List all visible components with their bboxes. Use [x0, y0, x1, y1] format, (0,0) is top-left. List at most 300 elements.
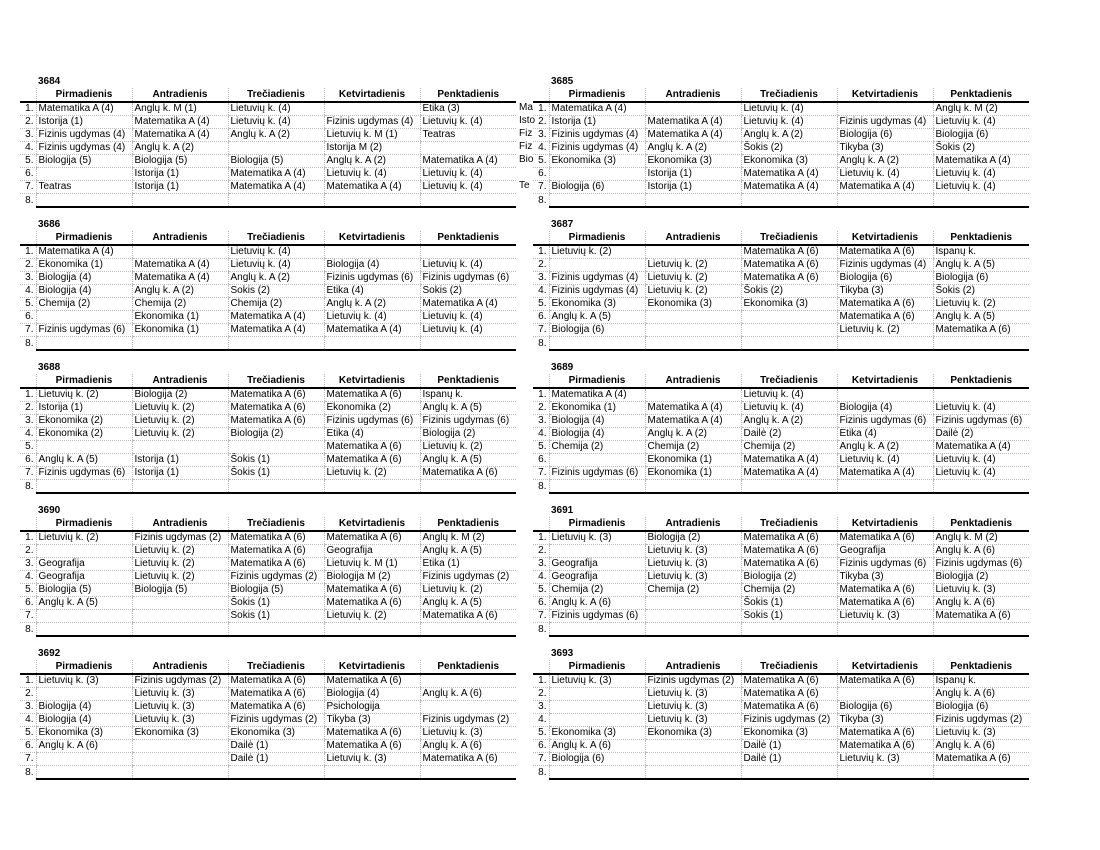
lesson-cell	[837, 623, 933, 637]
day-header: Trečiadienis	[741, 660, 837, 674]
lesson-cell	[132, 623, 228, 637]
lesson-row	[20, 102, 516, 116]
lesson-cell: Etika (4)	[837, 428, 933, 441]
lesson-cell: Lietuvių k. (2)	[420, 584, 516, 597]
lesson-cell: Fizinis ugdymas (6)	[933, 558, 1029, 571]
lesson-row	[20, 740, 516, 753]
lesson-cell: Matematika A (4)	[132, 272, 228, 285]
lesson-cell: Lietuvių k. (3)	[645, 688, 741, 701]
lesson-cell: Lietuvių k. (2)	[36, 388, 132, 402]
lesson-cell	[741, 480, 837, 494]
lesson-cell: Lietuvių k. (2)	[645, 272, 741, 285]
lesson-cell: Biologija (5)	[132, 584, 228, 597]
lesson-row	[533, 441, 1029, 454]
lesson-cell: Matematika A (4)	[420, 298, 516, 311]
lesson-cell: Lietuvių k. (3)	[933, 727, 1029, 740]
lesson-cell: Matematika A (6)	[324, 674, 420, 688]
day-header: Pirmadienis	[549, 374, 645, 388]
lesson-cell: Ekonomika (1)	[549, 402, 645, 415]
lesson-number: 6.	[20, 454, 36, 467]
lesson-number: 3.	[20, 415, 36, 428]
lesson-cell: Biologija (6)	[549, 181, 645, 194]
lesson-cell: Ekonomika (3)	[741, 298, 837, 311]
lesson-number: 2.	[20, 688, 36, 701]
lesson-number: 1.	[533, 531, 549, 545]
lesson-number: 5.	[20, 441, 36, 454]
lesson-cell: Fizinis ugdymas (6)	[36, 324, 132, 337]
lesson-cell: Lietuvių k. (4)	[933, 116, 1029, 129]
lesson-cell	[132, 245, 228, 259]
lesson-cell: Matematika A (4)	[132, 129, 228, 142]
lesson-row	[533, 194, 1029, 208]
lesson-cell: Anglų k. A (2)	[645, 428, 741, 441]
lesson-number: 7.	[533, 610, 549, 623]
lesson-number: 3.	[533, 272, 549, 285]
lesson-cell: Istorija (1)	[645, 168, 741, 181]
lesson-cell	[645, 480, 741, 494]
lesson-cell	[837, 766, 933, 780]
lesson-cell: Lietuvių k. (2)	[420, 441, 516, 454]
lesson-cell: Biologija (2)	[933, 571, 1029, 584]
lesson-cell: Anglų k. A (2)	[645, 142, 741, 155]
lesson-cell	[549, 623, 645, 637]
lesson-number: 3.	[20, 272, 36, 285]
lesson-cell: Matematika A (6)	[228, 531, 324, 545]
lesson-cell: Lietuvių k. (3)	[933, 584, 1029, 597]
lesson-cell: Anglų k. A (2)	[741, 129, 837, 142]
lesson-cell	[933, 194, 1029, 208]
lesson-cell	[324, 480, 420, 494]
lesson-cell: Fizinis ugdymas (6)	[324, 415, 420, 428]
lesson-cell: Lietuvių k. (3)	[132, 688, 228, 701]
lesson-cell: Lietuvių k. (3)	[420, 727, 516, 740]
class-id: 3690	[38, 505, 61, 516]
lesson-number: 7.	[20, 610, 36, 623]
day-header: Ketvirtadienis	[837, 517, 933, 531]
lesson-cell	[36, 688, 132, 701]
lesson-cell: Lietuvių k. (4)	[741, 102, 837, 116]
lesson-number: 1.	[20, 245, 36, 259]
lesson-cell: Biologija (5)	[36, 155, 132, 168]
lesson-cell: Matematika A (6)	[741, 545, 837, 558]
lesson-cell: Anglų k. A (2)	[741, 415, 837, 428]
lesson-cell: Lietuvių k. (4)	[741, 388, 837, 402]
lesson-cell	[420, 194, 516, 208]
lesson-cell: Biologija (2)	[228, 428, 324, 441]
lesson-cell: Matematika A (4)	[549, 102, 645, 116]
lesson-row	[533, 454, 1029, 467]
overflow-text-fragment: Te	[519, 180, 530, 191]
lesson-row	[20, 766, 516, 780]
lesson-cell: Anglų k. A (5)	[420, 454, 516, 467]
lesson-row	[20, 194, 516, 208]
lesson-number: 7.	[533, 753, 549, 766]
lesson-cell	[324, 766, 420, 780]
lesson-number-header	[533, 660, 549, 674]
lesson-cell	[645, 753, 741, 766]
lesson-cell	[741, 766, 837, 780]
lesson-number: 6.	[533, 168, 549, 181]
day-header: Antradienis	[645, 231, 741, 245]
lesson-cell: Anglų k. A (2)	[837, 441, 933, 454]
lesson-cell	[645, 194, 741, 208]
lesson-cell: Matematika A (4)	[36, 245, 132, 259]
day-header: Antradienis	[132, 660, 228, 674]
lesson-cell: Dailė (1)	[228, 753, 324, 766]
lesson-row	[20, 298, 516, 311]
lesson-cell	[645, 766, 741, 780]
day-header: Pirmadienis	[549, 660, 645, 674]
timetable-grid	[20, 231, 516, 351]
lesson-cell	[36, 311, 132, 324]
class-id: 3684	[38, 76, 61, 87]
lesson-number: 3.	[533, 129, 549, 142]
lesson-cell: Matematika A (6)	[837, 311, 933, 324]
lesson-cell: Matematika A (6)	[324, 388, 420, 402]
lesson-cell	[36, 753, 132, 766]
lesson-cell: Etika (4)	[324, 428, 420, 441]
lesson-row	[533, 571, 1029, 584]
lesson-row	[20, 584, 516, 597]
lesson-cell	[645, 102, 741, 116]
class-id: 3689	[551, 362, 574, 373]
lesson-cell: Anglų k. A (2)	[132, 285, 228, 298]
lesson-row	[20, 388, 516, 402]
lesson-cell: Lietuvių k. (4)	[324, 168, 420, 181]
lesson-row	[20, 259, 516, 272]
lesson-row	[533, 116, 1029, 129]
lesson-number: 7.	[20, 753, 36, 766]
lesson-number: 7.	[20, 181, 36, 194]
lesson-number: 7.	[533, 181, 549, 194]
lesson-cell	[36, 610, 132, 623]
lesson-cell: Matematika A (6)	[741, 531, 837, 545]
lesson-cell	[837, 102, 933, 116]
lesson-cell: Lietuvių k. (3)	[837, 610, 933, 623]
lesson-row	[533, 155, 1029, 168]
day-header: Trečiadienis	[741, 88, 837, 102]
lesson-cell: Lietuvių k. (4)	[228, 245, 324, 259]
header-row	[533, 660, 1029, 674]
lesson-cell: Istorija (1)	[132, 168, 228, 181]
lesson-cell: Matematika A (6)	[741, 701, 837, 714]
lesson-number: 6.	[533, 740, 549, 753]
day-header: Antradienis	[132, 517, 228, 531]
lesson-cell: Fizinis ugdymas (2)	[933, 714, 1029, 727]
lesson-cell: Matematika A (6)	[324, 584, 420, 597]
day-header: Trečiadienis	[228, 88, 324, 102]
lesson-cell: Lietuvių k. (4)	[933, 467, 1029, 480]
lesson-cell: Matematika A (4)	[933, 441, 1029, 454]
lesson-cell: Lietuvių k. (2)	[132, 402, 228, 415]
class-id: 3685	[551, 76, 574, 87]
day-header: Pirmadienis	[549, 517, 645, 531]
day-header: Antradienis	[645, 660, 741, 674]
lesson-number: 7.	[20, 324, 36, 337]
day-header: Pirmadienis	[36, 88, 132, 102]
lesson-cell	[36, 194, 132, 208]
lesson-cell: Lietuvių k. (2)	[132, 415, 228, 428]
lesson-cell: Šokis (1)	[228, 597, 324, 610]
lesson-cell: Ekonomika (1)	[645, 454, 741, 467]
lesson-cell: Chemija (2)	[741, 584, 837, 597]
lesson-cell	[228, 766, 324, 780]
lesson-cell: Anglų k. A (6)	[420, 740, 516, 753]
lesson-cell: Istorija (1)	[132, 454, 228, 467]
lesson-cell: Fizinis ugdymas (2)	[420, 714, 516, 727]
lesson-number: 2.	[20, 545, 36, 558]
lesson-number: 3.	[20, 701, 36, 714]
lesson-row	[20, 701, 516, 714]
lesson-cell: Matematika A (6)	[837, 245, 933, 259]
lesson-cell: Ekonomika (3)	[645, 155, 741, 168]
lesson-cell: Geografija	[549, 558, 645, 571]
lesson-cell: Anglų k. A (6)	[36, 740, 132, 753]
lesson-cell: Matematika A (4)	[645, 415, 741, 428]
day-header: Antradienis	[645, 374, 741, 388]
lesson-row	[20, 402, 516, 415]
lesson-cell: Anglų k. A (5)	[420, 402, 516, 415]
lesson-cell: Tikyba (3)	[837, 571, 933, 584]
class-id: 3686	[38, 219, 61, 230]
lesson-cell: Teatras	[420, 129, 516, 142]
day-header: Penktadienis	[420, 374, 516, 388]
day-header: Pirmadienis	[36, 231, 132, 245]
timetable-grid	[533, 231, 1029, 351]
lesson-cell: Anglų k. M (2)	[933, 102, 1029, 116]
lesson-number: 5.	[533, 584, 549, 597]
lesson-cell: Ekonomika (2)	[36, 415, 132, 428]
lesson-cell: Matematika A (6)	[837, 584, 933, 597]
lesson-cell: Matematika A (6)	[324, 727, 420, 740]
day-header: Penktadienis	[420, 88, 516, 102]
lesson-cell	[933, 766, 1029, 780]
lesson-number: 1.	[533, 388, 549, 402]
lesson-row	[20, 129, 516, 142]
lesson-cell: Biologija (6)	[933, 701, 1029, 714]
lesson-row	[20, 245, 516, 259]
lesson-row	[533, 311, 1029, 324]
lesson-cell: Anglų k. A (2)	[228, 272, 324, 285]
lesson-cell: Matematika A (6)	[324, 597, 420, 610]
lesson-cell: Fizinis ugdymas (6)	[420, 415, 516, 428]
timetable-grid	[533, 660, 1029, 780]
lesson-cell: Lietuvių k. (2)	[324, 610, 420, 623]
day-header: Antradienis	[132, 374, 228, 388]
lesson-cell: Matematika A (6)	[228, 558, 324, 571]
lesson-cell: Fizinis ugdymas (2)	[228, 571, 324, 584]
lesson-cell: Chemija (2)	[741, 441, 837, 454]
lesson-cell: Anglų k. A (5)	[933, 311, 1029, 324]
lesson-row	[20, 558, 516, 571]
lesson-cell: Lietuvių k. (4)	[837, 168, 933, 181]
day-header: Ketvirtadienis	[324, 660, 420, 674]
lesson-cell	[228, 194, 324, 208]
header-row	[20, 517, 516, 531]
lesson-cell: Matematika A (6)	[228, 545, 324, 558]
lesson-cell: Lietuvių k. (3)	[645, 701, 741, 714]
lesson-cell	[549, 337, 645, 351]
lesson-cell: Anglų k. A (6)	[933, 688, 1029, 701]
lesson-cell: Biologija (4)	[549, 428, 645, 441]
lesson-cell: Lietuvių k. (4)	[228, 116, 324, 129]
lesson-cell	[549, 714, 645, 727]
lesson-cell: Matematika A (4)	[36, 102, 132, 116]
lesson-number: 4.	[20, 571, 36, 584]
lesson-cell: Istorija (1)	[132, 467, 228, 480]
lesson-row	[20, 688, 516, 701]
lesson-cell	[324, 337, 420, 351]
lesson-number: 6.	[20, 740, 36, 753]
lesson-cell: Biologija (5)	[36, 584, 132, 597]
lesson-row	[533, 259, 1029, 272]
lesson-row	[533, 428, 1029, 441]
lesson-number: 2.	[20, 259, 36, 272]
lesson-cell: Tikyba (3)	[837, 142, 933, 155]
lesson-number: 7.	[533, 324, 549, 337]
lesson-cell	[645, 337, 741, 351]
lesson-number: 6.	[20, 311, 36, 324]
lesson-cell: Lietuvių k. (4)	[420, 324, 516, 337]
lesson-cell: Fizinis ugdymas (2)	[132, 531, 228, 545]
lesson-cell: Ekonomika (1)	[132, 324, 228, 337]
lesson-cell: Chemija (2)	[132, 298, 228, 311]
lesson-number: 8.	[538, 766, 547, 778]
day-header: Antradienis	[645, 88, 741, 102]
lesson-cell: Fizinis ugdymas (6)	[837, 415, 933, 428]
lesson-cell: Fizinis ugdymas (4)	[36, 129, 132, 142]
lesson-cell: Lietuvių k. (2)	[132, 558, 228, 571]
day-header: Pirmadienis	[549, 88, 645, 102]
lesson-cell	[132, 480, 228, 494]
lesson-cell: Ispanų k.	[933, 245, 1029, 259]
lesson-cell	[228, 623, 324, 637]
lesson-cell	[549, 168, 645, 181]
lesson-number: 6.	[533, 597, 549, 610]
lesson-cell: Lietuvių k. (3)	[36, 674, 132, 688]
overflow-text-fragment: Isto	[519, 115, 536, 126]
lesson-cell: Biologija (6)	[549, 324, 645, 337]
lesson-cell: Matematika A (4)	[645, 129, 741, 142]
lesson-row	[533, 168, 1029, 181]
lesson-number: 4.	[533, 142, 549, 155]
lesson-cell: Matematika A (4)	[228, 311, 324, 324]
day-header: Ketvirtadienis	[837, 660, 933, 674]
lesson-cell: Anglų k. M (2)	[933, 531, 1029, 545]
lesson-cell: Dailė (1)	[228, 740, 324, 753]
lesson-cell: Fizinis ugdymas (4)	[36, 142, 132, 155]
lesson-row	[20, 337, 516, 351]
lesson-cell: Tikyba (3)	[324, 714, 420, 727]
lesson-cell: Lietuvių k. (2)	[933, 298, 1029, 311]
lesson-cell: Šokis (1)	[741, 597, 837, 610]
lesson-cell: Geografija	[324, 545, 420, 558]
lesson-cell: Matematika A (4)	[324, 181, 420, 194]
lesson-cell	[741, 194, 837, 208]
lesson-cell: Lietuvių k. (2)	[645, 285, 741, 298]
lesson-cell: Teatras	[36, 181, 132, 194]
lesson-cell: Matematika A (6)	[228, 402, 324, 415]
lesson-cell: Fizinis ugdymas (4)	[324, 116, 420, 129]
lesson-cell: Matematika A (6)	[228, 674, 324, 688]
lesson-cell: Matematika A (4)	[420, 155, 516, 168]
lesson-cell: Ispanų k.	[933, 674, 1029, 688]
lesson-row	[20, 597, 516, 610]
lesson-cell: Lietuvių k. (2)	[837, 324, 933, 337]
lesson-cell	[741, 324, 837, 337]
lesson-cell: Anglų k. A (2)	[132, 142, 228, 155]
lesson-row	[533, 245, 1029, 259]
lesson-cell: Biologija (4)	[36, 714, 132, 727]
header-row	[20, 88, 516, 102]
lesson-cell: Fizinis ugdymas (6)	[549, 610, 645, 623]
lesson-cell: Ekonomika (2)	[36, 428, 132, 441]
lesson-row	[20, 727, 516, 740]
lesson-cell	[36, 545, 132, 558]
lesson-cell: Biologija (6)	[837, 701, 933, 714]
lesson-number: 1.	[20, 674, 36, 688]
lesson-number: 1.	[20, 531, 36, 545]
lesson-cell	[132, 766, 228, 780]
lesson-cell	[132, 597, 228, 610]
lesson-cell	[228, 441, 324, 454]
lesson-cell: Geografija	[837, 545, 933, 558]
lesson-cell: Dailė (1)	[741, 753, 837, 766]
lesson-number: 8.	[538, 194, 547, 206]
lesson-cell: Lietuvių k. M (1)	[324, 129, 420, 142]
day-header: Penktadienis	[933, 88, 1029, 102]
lesson-cell: Matematika A (6)	[741, 674, 837, 688]
day-header: Pirmadienis	[549, 231, 645, 245]
lesson-cell: Biologija (4)	[549, 415, 645, 428]
lesson-cell: Matematika A (4)	[228, 181, 324, 194]
lesson-cell: Lietuvių k. (4)	[933, 402, 1029, 415]
header-row	[533, 88, 1029, 102]
overflow-text-fragment: Bio	[519, 154, 534, 165]
lesson-cell: Lietuvių k. (4)	[837, 454, 933, 467]
lesson-number-header	[533, 374, 549, 388]
lesson-cell: Biologija (4)	[837, 402, 933, 415]
lesson-row	[20, 623, 516, 637]
lesson-row	[20, 480, 516, 494]
lesson-number: 4.	[20, 142, 36, 155]
lesson-cell: Fizinis ugdymas (4)	[549, 129, 645, 142]
lesson-row	[20, 571, 516, 584]
day-header: Penktadienis	[420, 517, 516, 531]
lesson-row	[533, 324, 1029, 337]
lesson-cell: Anglų k. A (5)	[36, 454, 132, 467]
lesson-row	[20, 285, 516, 298]
lesson-row	[533, 545, 1029, 558]
lesson-number-header	[533, 88, 549, 102]
lesson-row	[533, 181, 1029, 194]
day-header: Penktadienis	[933, 374, 1029, 388]
lesson-cell	[741, 623, 837, 637]
lesson-cell	[549, 688, 645, 701]
lesson-cell: Matematika A (4)	[324, 324, 420, 337]
lesson-row	[533, 740, 1029, 753]
lesson-cell: Šokis (1)	[228, 454, 324, 467]
lesson-cell: Biologija (4)	[36, 272, 132, 285]
lesson-cell: Fizinis ugdymas (4)	[549, 285, 645, 298]
day-header: Trečiadienis	[741, 231, 837, 245]
lesson-cell	[36, 441, 132, 454]
overflow-text-fragment: Fiz	[519, 128, 533, 139]
lesson-cell: Anglų k. A (5)	[36, 597, 132, 610]
lesson-cell: Ekonomika (3)	[228, 727, 324, 740]
lesson-cell: Lietuvių k. (2)	[549, 245, 645, 259]
lesson-cell: Matematika A (6)	[741, 259, 837, 272]
